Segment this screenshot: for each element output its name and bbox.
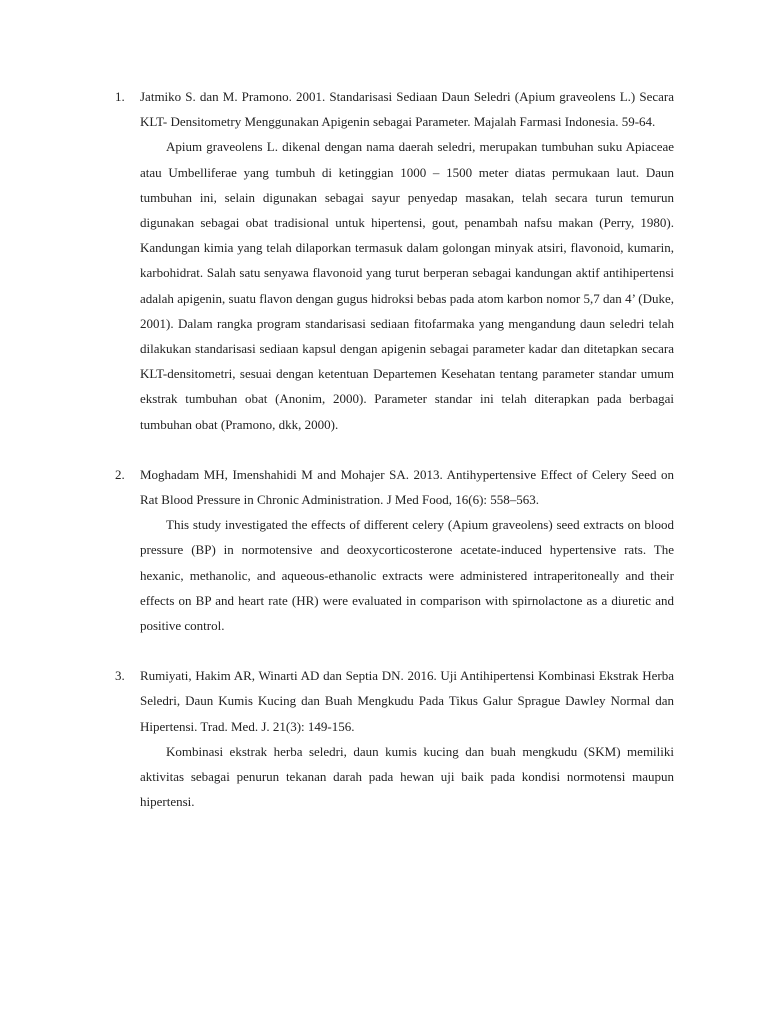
reference-item-3 (115, 663, 674, 814)
reference-summary: This study investigated the effects of different celery (Apium graveolens) seed extracts on blood pressure (BP) in normotensive and deoxycorticosterone acetate-induced hypertensive rats. The hexanic, methanolic, and aqueous-ethanolic extracts were administered intraperitoneally and their effects on BP and heart rate (HR) were evaluated in comparison with spirnolactone as a diuretic and positive control. (140, 517, 674, 634)
reference-citation: Rumiyati, Hakim AR, Winarti AD dan Septia DN. 2016. Uji Antihipertensi Kombinasi Ekstrak Herba Seledri, Daun Kumis Kucing dan Buah Mengkudu Pada Tikus Galur Sprague Dawley Normal dan Hipertensi. Trad. Med. J. 21(3): 149-156. (140, 668, 674, 734)
reference-citation: Moghadam MH, Imenshahidi M and Mohajer SA. 2013. Antihypertensive Effect of Celery Seed on Rat Blood Pressure in Chronic Administration. J Med Food, 16(6): 558–563. (140, 466, 674, 508)
reference-item-2 (115, 462, 674, 638)
reference-summary: Kombinasi ekstrak herba seledri, daun kumis kucing dan buah mengkudu (SKM) memiliki aktivitas sebagai penurun tekanan darah pada hewan uji baik pada kondisi normotensi maupun hipertensi. (140, 743, 674, 810)
reference-number: 3. (115, 668, 125, 684)
reference-citation: Jatmiko S. dan M. Pramono. 2001. Standarisasi Sediaan Daun Seledri (Apium graveolens L.) Secara KLT- Densitometry Menggunakan Apigenin sebagai Parameter. Majalah Farmasi Indonesia. 59-64. (140, 89, 674, 130)
reference-body (140, 84, 674, 437)
reference-number: 1. (115, 89, 125, 104)
reference-summary: Apium graveolens L. dikenal dengan nama daerah seledri, merupakan tumbuhan suku Apiaceae atau Umbelliferae yang tumbuh di ketinggian 1000 – 1500 meter diatas permukaan laut. Daun tumbuhan ini, selain digunakan sebagai sayur penyedap masakan, telah secara turun temurun digunakan sebagai obat tradisional untuk hipertensi, gout, penambah nafsu makan (Perry, 1980). Kandungan kimia yang telah dilaporkan termasuk dalam golongan minyak atsiri, flavonoid, kumarin, karbohidrat. Salah satu senyawa flavonoid yang turut berperan sebagai kandungan aktif antihipertensi adalah apigenin, suatu flavon dengan gugus hidroksi bebas pada atom karbon nomor 5,7 dan 4’ (Duke, 2001). Dalam rangka program standarisasi sediaan fitofarmaka yang mengandung daun seledri telah dilakukan standarisasi sediaan kapsul dengan apigenin sebagai parameter kadar dan ditetapkan secara KLT-densitometri, sesuai dengan ketentuan Departemen Kesehatan tentang parameter standar umum ekstrak tumbuhan obat (Anonim, 2000). Parameter standar ini telah diterapkan pada berbagai tumbuhan obat (Pramono, dkk, 2000). (140, 139, 674, 432)
reference-body (140, 462, 674, 638)
reference-body (140, 663, 674, 814)
reference-number: 2. (115, 466, 125, 482)
reference-item-1 (115, 84, 674, 437)
